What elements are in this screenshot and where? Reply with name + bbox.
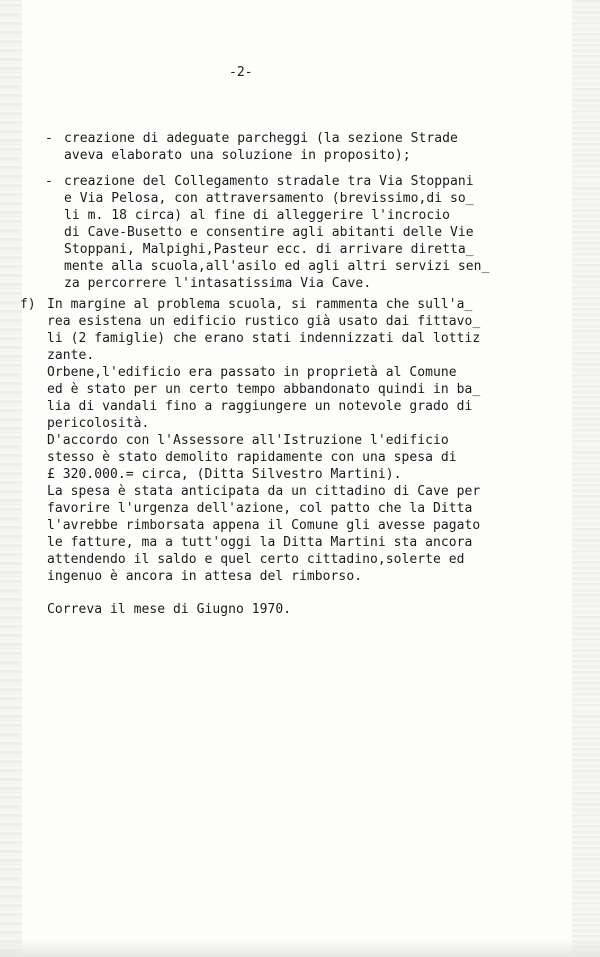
text-line: pericolosità. — [47, 416, 150, 431]
bullet-item-collegamento — [45, 173, 489, 292]
text-line: di Cave-Busetto e consentire agli abitanti delle Vie — [64, 225, 474, 240]
text-line: creazione del Collegamento stradale tra Via Stoppani — [64, 174, 474, 189]
text-line: l'avrebbe rimborsata appena il Comune gli avesse pagato — [47, 518, 481, 533]
bullet-item-parcheggi — [45, 130, 489, 164]
text-line: favorire l'urgenza dell'azione, col patto che la Ditta — [47, 501, 473, 516]
bullet-text — [64, 173, 489, 292]
text-line: La spesa è stata anticipata da un cittadino di Cave per — [47, 484, 481, 499]
text-line: ingenuo è ancora in attesa del rimborso. — [47, 569, 363, 584]
text-line: attendendo il saldo e quel certo cittadino,solerte ed — [47, 552, 465, 567]
bullet-dash: - — [45, 174, 53, 189]
text-line: zante. — [47, 348, 95, 363]
text-line: e Via Pelosa, con attraversamento (brevissimo,di so_ — [64, 191, 474, 206]
text-line: le fatture, ma a tutt'oggi la Ditta Martini sta ancora — [47, 535, 473, 550]
scan-edge-right — [572, 0, 600, 957]
scan-edge-left — [0, 0, 22, 957]
text-line: rea esistena un edificio rustico già usato dai fittavo_ — [47, 314, 481, 329]
text-line: stesso è stato demolito rapidamente con una spesa di — [47, 450, 457, 465]
bullet-list — [45, 130, 489, 301]
text-line: aveva elaborato una soluzione in proposito); — [64, 148, 411, 163]
text-line: li m. 18 circa) al fine di alleggerire l'incrocio — [64, 208, 450, 223]
text-line: lia di vandali fino a raggiungere un notevole grado di — [47, 399, 473, 414]
bullet-text — [64, 130, 458, 164]
text-line: li (2 famiglie) che erano stati indennizzati dal lottiz — [47, 331, 481, 346]
text-line: creazione di adeguate parcheggi (la sezione Strade — [64, 131, 458, 146]
scan-edge-bottom — [0, 939, 600, 957]
bullet-dash: - — [45, 131, 53, 146]
text-line: £ 320.000.= circa, (Ditta Silvestro Martini). — [47, 467, 402, 482]
section-f — [20, 296, 480, 618]
text-line: Orbene,l'edificio era passato in proprietà al Comune — [47, 365, 457, 380]
text-line: In margine al problema scuola, si rammenta che sull'a_ — [47, 297, 473, 312]
text-line: ed è stato per un certo tempo abbandonato quindi in ba_ — [47, 382, 481, 397]
text-line: D'accordo con l'Assessore all'Istruzione l'edificio — [47, 433, 449, 448]
section-marker: f) — [20, 297, 36, 312]
text-line: mente alla scuola,all'asilo ed agli altri servizi sen_ — [64, 259, 490, 274]
text-line: Stoppani, Malpighi,Pasteur ecc. di arrivare diretta_ — [64, 242, 474, 257]
text-line: za percorrere l'intasatissima Via Cave. — [64, 276, 372, 291]
closing-line: Correva il mese di Giugno 1970. — [47, 602, 292, 617]
section-f-body — [47, 296, 480, 618]
page-number: -2- — [229, 65, 253, 80]
